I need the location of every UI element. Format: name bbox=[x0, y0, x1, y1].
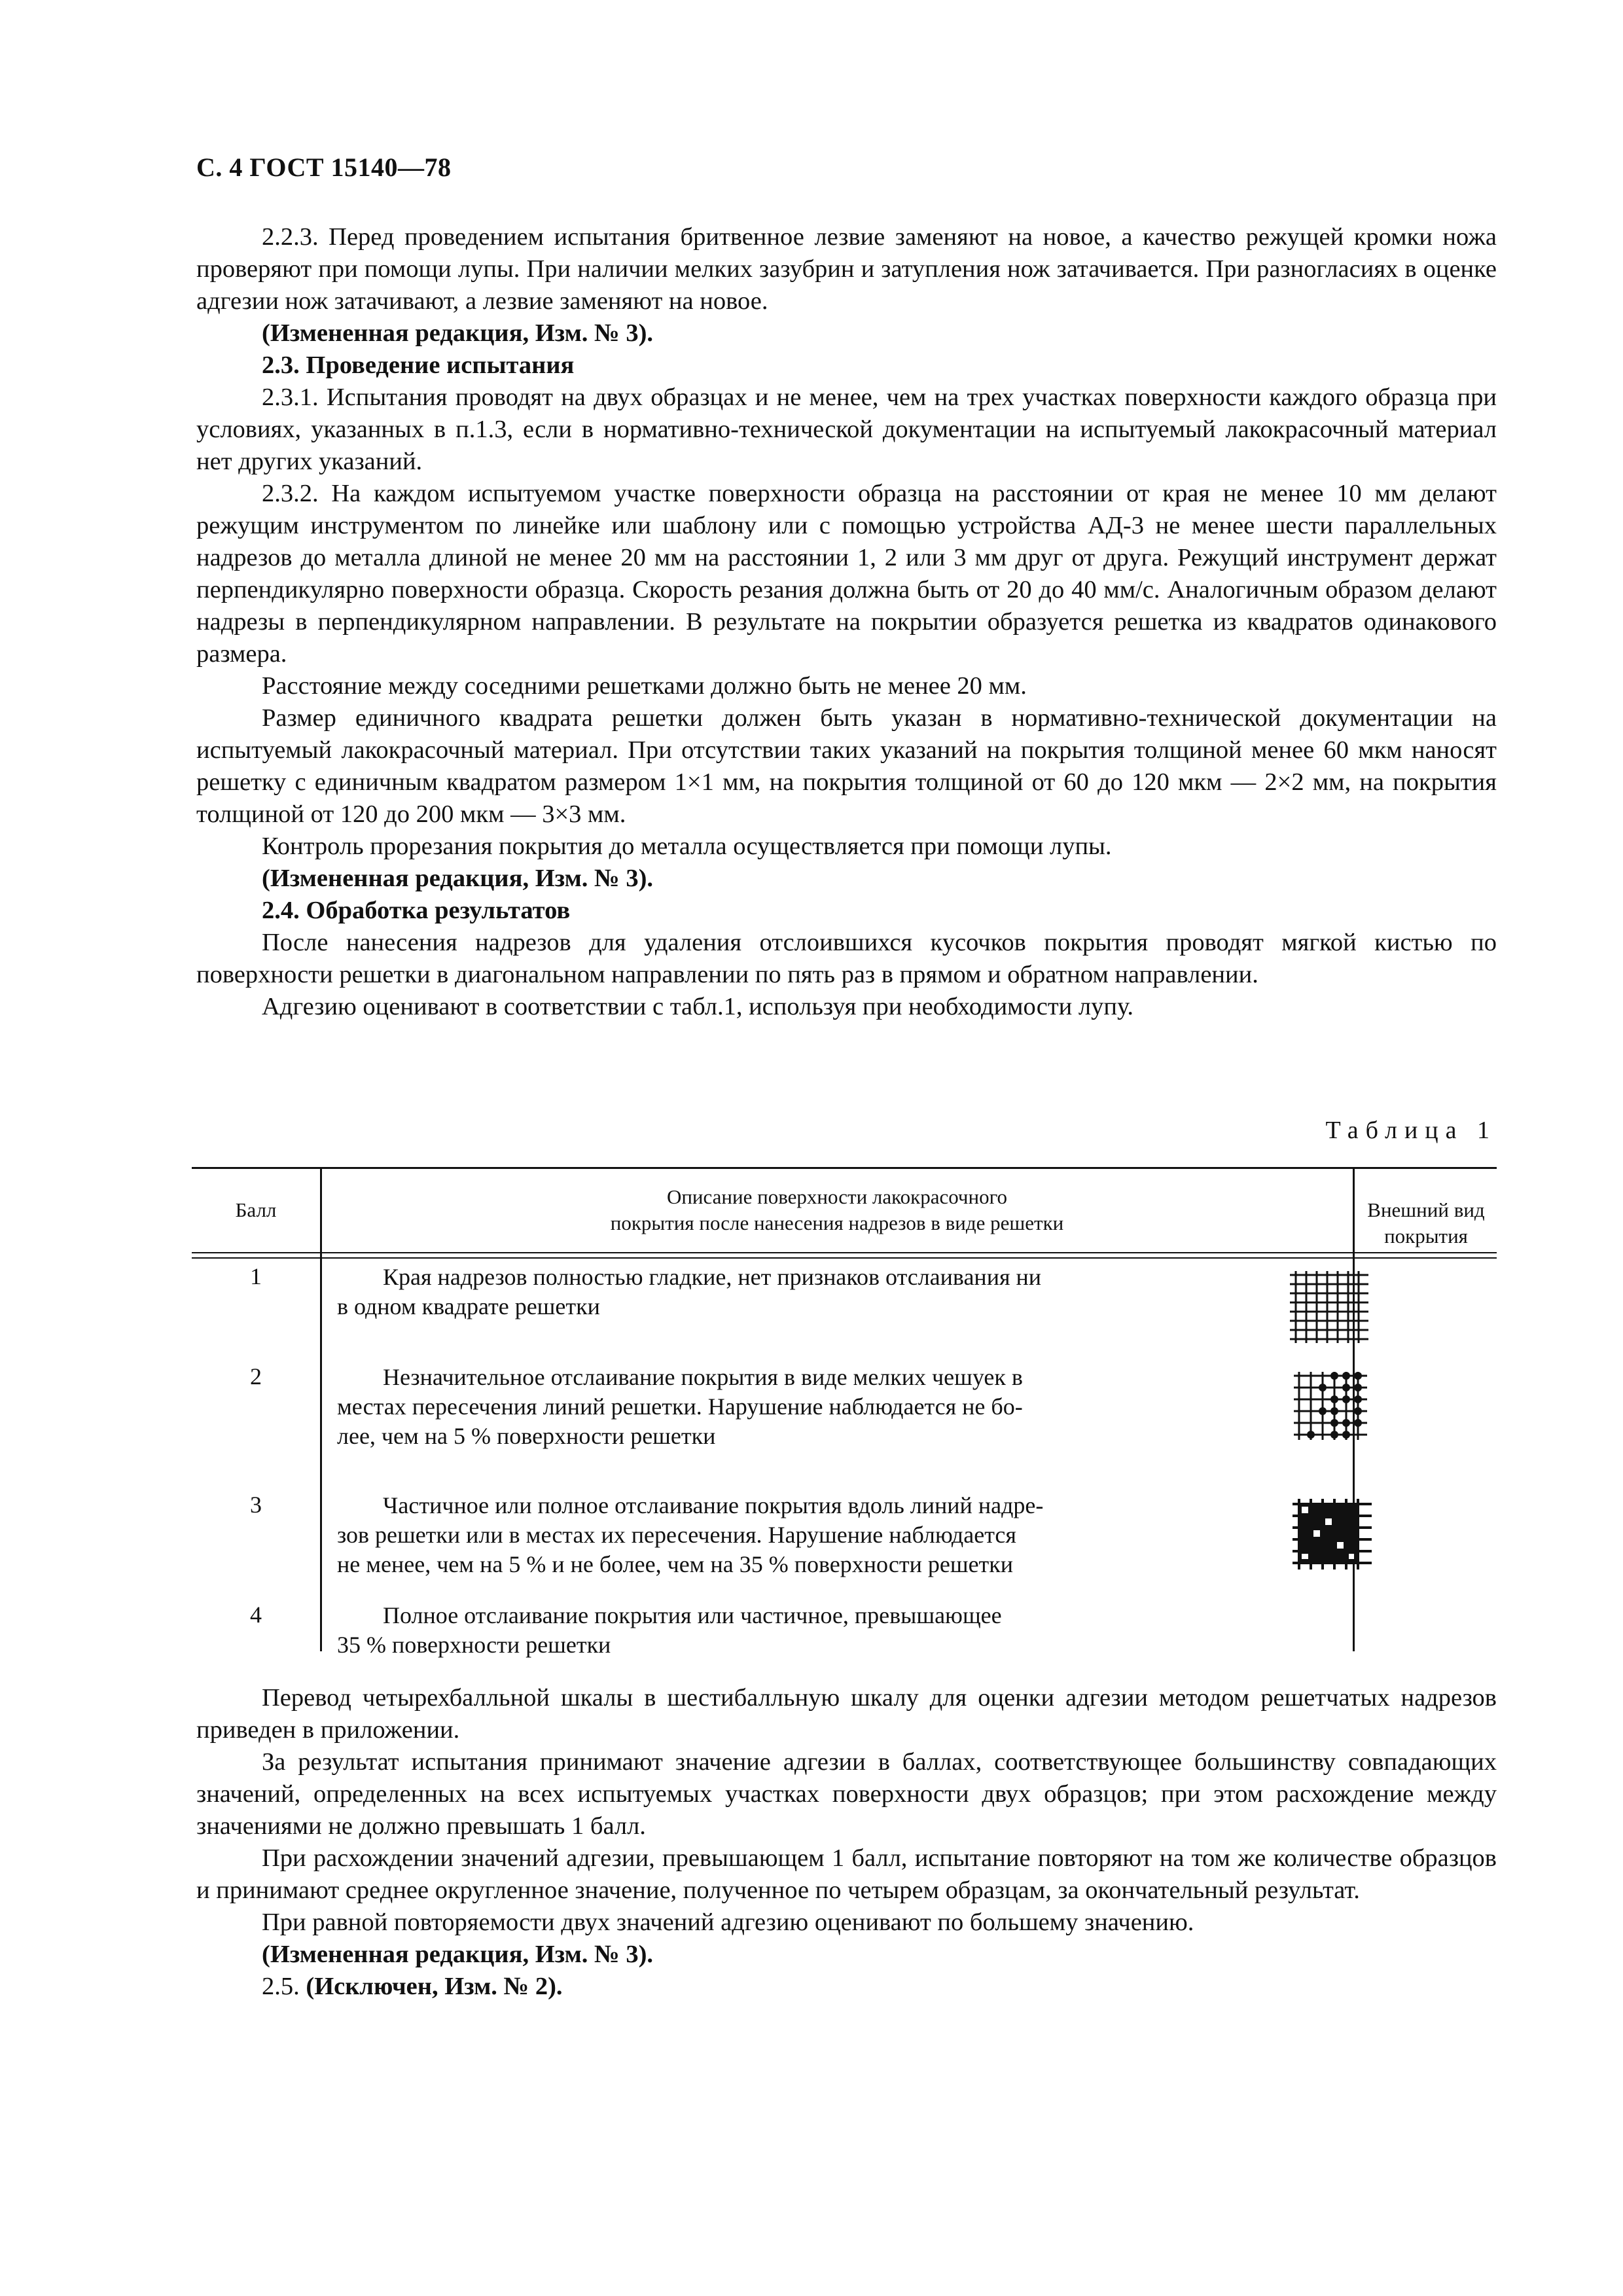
paragraph bbox=[196, 1971, 1497, 2003]
table-cell-score: 2 bbox=[250, 1363, 262, 1390]
header-description-line: Описание поверхности лакокрасочного bbox=[666, 1185, 1008, 1208]
page-header: С. 4 ГОСТ 15140—78 bbox=[196, 152, 452, 182]
table-cell-description bbox=[337, 1601, 1337, 1660]
table-cell-description bbox=[337, 1263, 1337, 1321]
table-cell-description bbox=[337, 1363, 1337, 1451]
paragraph: (Измененная редакция, Изм. № 3). bbox=[262, 1941, 654, 1968]
paragraph: 2.2.3. Перед проведением испытания бритвенное лезвие заменяют на новое, а качество режущей кромки ножа проверяют при помощи лупы. При наличии мелких зазубрин и затупления нож затачивается. При разногласиях в оценке адгезии нож затачивают, а лезвие заменяют на новое. bbox=[196, 223, 1497, 315]
description-line: Незначительное отслаивание покрытия в виде мелких чешуек в bbox=[383, 1364, 1023, 1390]
description-line: в одном квадрате решетки bbox=[337, 1293, 600, 1319]
grid-clean-icon bbox=[1287, 1270, 1372, 1345]
table-header-rule bbox=[192, 1252, 1497, 1253]
description-line: лее, чем на 5 % поверхности решетки bbox=[337, 1423, 716, 1449]
description-line: Края надрезов полностью гладкие, нет признаков отслаивания ни bbox=[383, 1264, 1042, 1290]
paragraph: При равной повторяемости двух значений адгезию оценивают по большему значению. bbox=[262, 1909, 1194, 1936]
table-cell-score: 1 bbox=[250, 1263, 262, 1289]
table-header-rule-double bbox=[192, 1257, 1497, 1259]
table-header-score: Балл bbox=[235, 1198, 277, 1221]
description-line: Частичное или полное отслаивание покрытия вдоль линий надре- bbox=[383, 1492, 1044, 1518]
paragraph: 2.4. Обработка результатов bbox=[262, 897, 571, 924]
paragraph: Размер единичного квадрата решетки должен быть указан в нормативно-технической документации на испытуемый лакокрасочный материал. При отсутствии таких указаний на покрытия толщиной менее 60 мкм наносят решетку с единичным квадратом размером 1×1 мм, на покрытия толщиной от 60 до 120 мкм — 2×2 мм, на покрытия толщиной от 120 до 200 мкм — 3×3 мм. bbox=[196, 704, 1497, 828]
description-line: не менее, чем на 5 % и не более, чем на 35 % поверхности решетки bbox=[337, 1551, 1014, 1577]
results-table bbox=[192, 1167, 1497, 1658]
table-top-rule bbox=[192, 1167, 1497, 1169]
amendment-note: (Исключен, Изм. № 2). bbox=[306, 1973, 563, 2000]
table-caption: Таблица 1 bbox=[1325, 1117, 1497, 1144]
description-line: зов решетки или в местах их пересечения. Нарушение наблюдается bbox=[337, 1522, 1016, 1548]
grid-peeled-icon bbox=[1291, 1498, 1373, 1571]
table-cell-score: 3 bbox=[250, 1492, 262, 1518]
paragraph: После нанесения надрезов для удаления отслоившихся кусочков покрытия проводят мягкой кистью по поверхности решетки в диагональном направлении по пять раз в прямом и обратном направлении. bbox=[196, 929, 1497, 988]
table-cell-description bbox=[337, 1491, 1337, 1579]
paragraph: 2.3.1. Испытания проводят на двух образцах и не менее, чем на трех участках поверхности каждого образца при условиях, указанных в п.1.3, если в нормативно-технической документации на испытуемый лакокрасочный материал нет других указаний. bbox=[196, 384, 1497, 475]
paragraph: Адгезию оценивают в соответствии с табл.1, используя при необходимости лупу. bbox=[262, 993, 1133, 1020]
table-cell-score: 4 bbox=[250, 1602, 262, 1628]
body-text-bottom bbox=[196, 1682, 1497, 2003]
table-column-divider bbox=[320, 1167, 322, 1651]
description-line: местах пересечения линий решетки. Нарушение наблюдается не бо- bbox=[337, 1393, 1023, 1420]
paragraph: (Измененная редакция, Изм. № 3). bbox=[262, 319, 654, 347]
paragraph: 2.3. Проведение испытания bbox=[262, 351, 575, 379]
paragraph-number: 2.5. bbox=[262, 1973, 306, 2000]
paragraph: (Измененная редакция, Изм. № 3). bbox=[262, 865, 654, 892]
description-line: Полное отслаивание покрытия или частичное, превышающее bbox=[383, 1602, 1002, 1628]
description-line: 35 % поверхности решетки bbox=[337, 1632, 611, 1658]
body-text-top bbox=[196, 221, 1497, 1023]
paragraph: Контроль прорезания покрытия до металла осуществляется при помощи лупы. bbox=[262, 833, 1112, 860]
table-header-description bbox=[323, 1184, 1351, 1236]
paragraph: Перевод четырехбалльной шкалы в шестибалльную шкалу для оценки адгезии методом решетчатых надрезов приведен в приложении. bbox=[196, 1684, 1497, 1744]
paragraph: При расхождении значений адгезии, превышающем 1 балл, испытание повторяют на том же количестве образцов и принимают среднее округленное значение, полученное по четырем образцам, за окончательный результат. bbox=[196, 1844, 1497, 1904]
table-header-appearance: Внешний вид покрытия bbox=[1367, 1198, 1485, 1247]
paragraph: 2.3.2. На каждом испытуемом участке поверхности образца на расстоянии от края не менее 10 мм делают режущим инструментом по линейке или шаблону или с помощью устройства АД-3 не менее шести параллельных надрезов до металла длиной не менее 20 мм на расстоянии 1, 2 или 3 мм друг от друга. Режущий инструмент держат перпендикулярно поверхности образца. Скорость резания должна быть от 20 до 40 мм/с. Аналогичным образом делают надрезы в перпендикулярном направлении. В результате на покрытии образуется решетка из квадратов одинакового размера. bbox=[196, 480, 1497, 668]
grid-flakes-icon bbox=[1291, 1369, 1370, 1443]
header-description-line: покрытия после нанесения надрезов в виде решетки bbox=[610, 1211, 1064, 1234]
paragraph: Расстояние между соседними решетками должно быть не менее 20 мм. bbox=[262, 672, 1027, 700]
paragraph: За результат испытания принимают значение адгезии в баллах, соответствующее большинству совпадающих значений, определенных на всех испытуемых участках поверхности двух образцов; при этом расхождение между значениями не должно превышать 1 балл. bbox=[196, 1748, 1497, 1840]
